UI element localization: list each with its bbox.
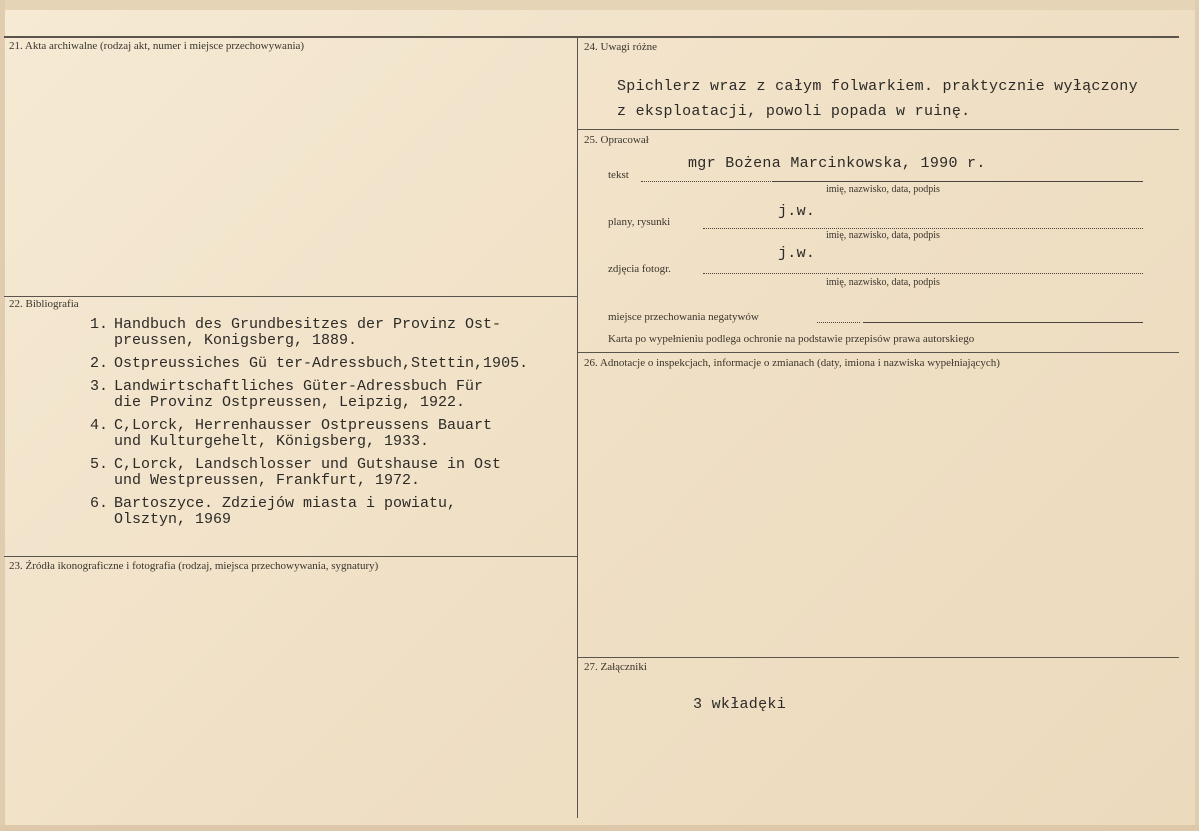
opracowal-label: 25. Opracował <box>584 134 649 146</box>
bibliography-item-number: 5. <box>89 456 108 473</box>
plany-field-dots <box>703 228 1143 229</box>
divider-24-25 <box>577 129 1179 130</box>
negatywy-field-dots <box>817 322 860 323</box>
bibliography-item-line: Ostpreussiches Gü ter-Adressbuch,Stettin,1905. <box>114 355 529 372</box>
bibliography-item-line: C,Lorck, Herrenhausser Ostpreussens Bauart <box>114 417 493 434</box>
top-rule <box>4 36 1179 38</box>
negatywy-field-line <box>863 322 1143 323</box>
bibliography-item-line: die Provinz Ostpreussen, Leipzig, 1922. <box>114 394 466 411</box>
bibliography-item-line: und Kulturgehelt, Königsberg, 1933. <box>114 433 430 450</box>
zalaczniki-value: 3 wkładęki <box>693 696 787 713</box>
divider-22-23 <box>4 556 577 557</box>
uwagi-line-1: Spichlerz wraz z całym folwarkiem. praktycznie wyłączony <box>617 78 1138 95</box>
adnotacje-label: 26. Adnotacje o inspekcjach, informacje o zmianach (daty, imiona i nazwiska wypełniających) <box>584 357 1000 369</box>
bibliography-item-number: 2. <box>89 355 108 372</box>
zalaczniki-label: 27. Załączniki <box>584 661 647 673</box>
bibliography-item-number: 1. <box>89 316 108 333</box>
card-edge-left <box>0 0 5 831</box>
plany-sublabel: imię, nazwisko, data, podpis <box>826 230 940 241</box>
card-edge-right <box>1195 0 1199 831</box>
negatywy-label: miejsce przechowania negatywów <box>608 311 759 323</box>
bibliography-item <box>80 418 528 450</box>
plany-value: j.w. <box>778 203 816 220</box>
bibliography-item-line: preussen, Konigsberg, 1889. <box>114 332 358 349</box>
divider-21-22 <box>4 296 577 297</box>
plany-label: plany, rysunki <box>608 216 671 228</box>
akta-label: 21. Akta archiwalne (rodzaj akt, numer i miejsce przechowywania) <box>9 40 305 52</box>
bibliography-item <box>80 356 528 372</box>
bibliography-list <box>80 317 528 535</box>
card-edge-top <box>0 0 1199 10</box>
bibliography-item-number: 6. <box>89 495 108 512</box>
tekst-field-dots <box>641 181 773 182</box>
bibliography-item <box>80 317 528 349</box>
uwagi-line-2: z eksploatacji, powoli popada w ruinę. <box>617 103 971 120</box>
divider-25-26 <box>577 352 1179 353</box>
tekst-value: mgr Bożena Marcinkowska, 1990 r. <box>688 155 986 172</box>
center-divider <box>577 36 578 818</box>
zdjecia-label: zdjęcia fotogr. <box>608 263 671 275</box>
bibliography-item-number: 3. <box>89 378 108 395</box>
bibliography-item <box>80 379 528 411</box>
tekst-label: tekst <box>608 169 629 181</box>
tekst-field-line <box>773 181 1143 182</box>
card-edge-bottom <box>0 825 1199 831</box>
bibliography-item-line: Handbuch des Grundbesitzes der Provinz Ost- <box>114 316 502 333</box>
bibliography-item-line: Bartoszyce. Zdziejów miasta i powiatu, <box>114 495 457 512</box>
bibliography-item-line: C,Lorck, Landschlosser und Gutshause in Ost <box>114 456 502 473</box>
bibliography-item-line: Landwirtschaftliches Güter-Adressbuch Für <box>114 378 484 395</box>
bibliography-item-number: 4. <box>89 417 108 434</box>
zdjecia-field-dots <box>703 273 1143 274</box>
bibliografia-label: 22. Bibliografia <box>9 298 79 310</box>
zrodla-label: 23. Źródła ikonograficzne i fotografia (rodzaj, miejsca przechowywania, sygnatury) <box>9 560 379 572</box>
zdjecia-value: j.w. <box>778 245 816 262</box>
karta-note: Karta po wypełnieniu podlega ochronie na podstawie przepisów prawa autorskiego <box>608 333 975 345</box>
divider-26-27 <box>577 657 1179 658</box>
bibliography-item <box>80 457 528 489</box>
bibliography-item-line: und Westpreussen, Frankfurt, 1972. <box>114 472 421 489</box>
tekst-sublabel: imię, nazwisko, data, podpis <box>826 184 940 195</box>
bibliography-item-line: Olsztyn, 1969 <box>114 511 232 528</box>
bibliography-item <box>80 496 528 528</box>
uwagi-label: 24. Uwagi różne <box>584 41 658 53</box>
zdjecia-sublabel: imię, nazwisko, data, podpis <box>826 277 940 288</box>
